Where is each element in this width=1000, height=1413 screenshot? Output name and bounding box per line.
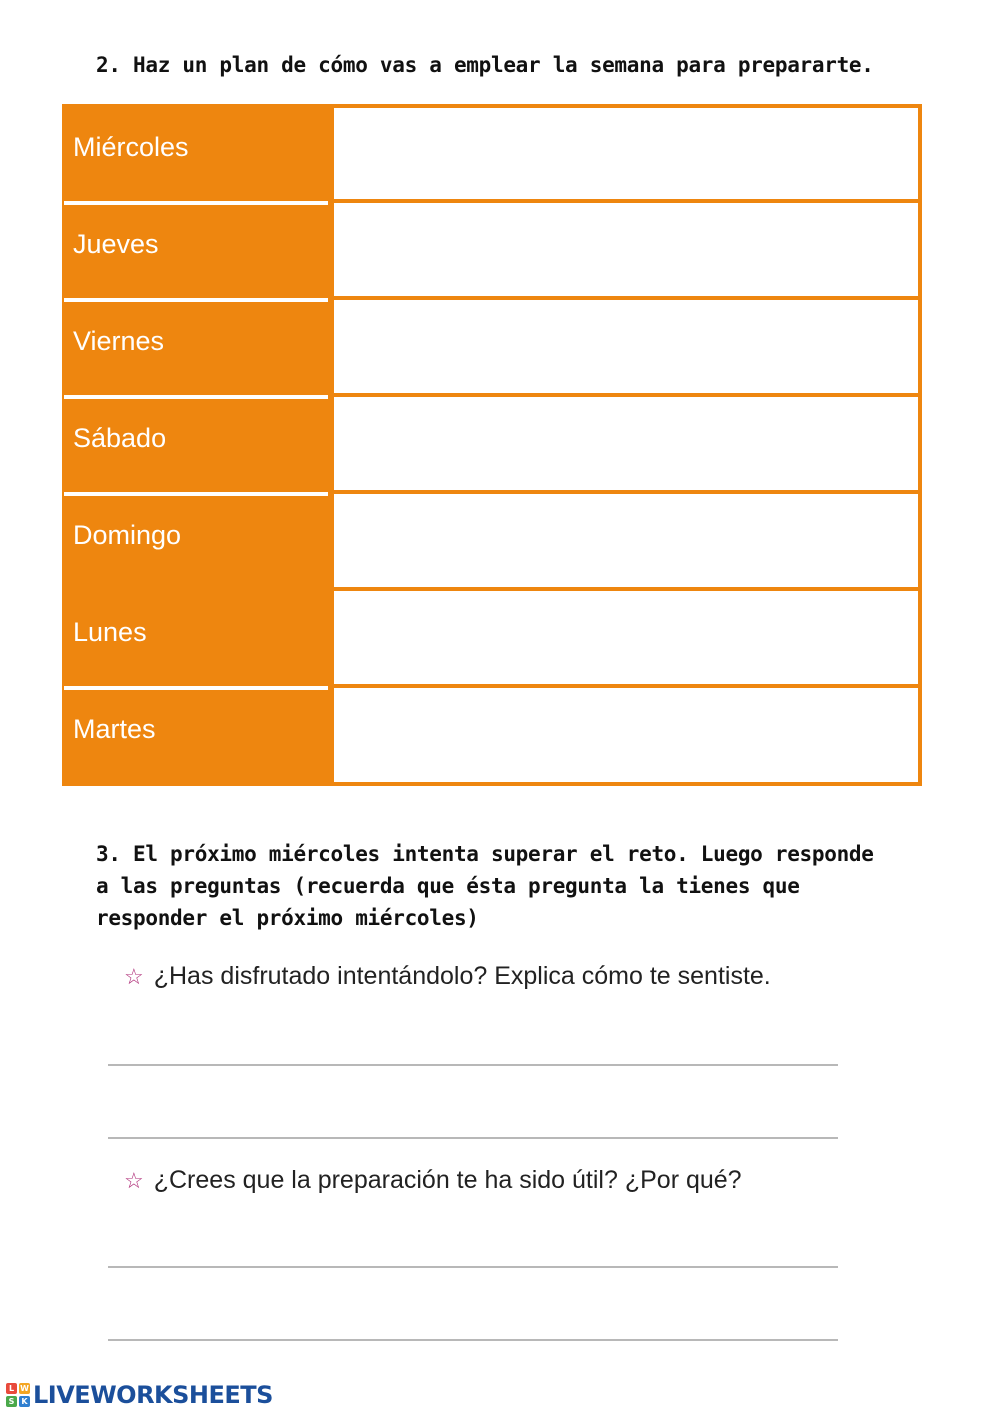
plan-answer-field[interactable] xyxy=(330,298,922,395)
day-label: Domingo xyxy=(62,492,330,589)
day-label: Sábado xyxy=(62,395,330,492)
answer-line[interactable] xyxy=(108,1064,838,1066)
question-1-text: ¿Has disfrutado intentándolo? Explica cómo te sentiste. xyxy=(153,962,771,990)
star-icon: ☆ xyxy=(124,1168,144,1193)
row-divider xyxy=(64,201,328,205)
plan-answer-field[interactable] xyxy=(330,589,922,686)
brand-name: LIVEWORKSHEETS xyxy=(33,1381,273,1409)
plan-row-domingo xyxy=(60,492,862,589)
question-2 xyxy=(124,1166,742,1195)
plan-row-miercoles xyxy=(60,104,862,201)
weekly-plan-table xyxy=(60,104,862,786)
instruction-section-3: 3. El próximo miércoles intenta superar el reto. Luego responde a las preguntas (recuerda que ésta pregunta la tienes que responder el próximo miércoles) xyxy=(96,842,874,930)
plan-answer-field[interactable] xyxy=(330,104,922,201)
plan-row-sabado xyxy=(60,395,862,492)
day-label: Jueves xyxy=(62,201,330,298)
answer-line[interactable] xyxy=(108,1339,838,1341)
day-label: Martes xyxy=(62,686,330,786)
plan-row-lunes xyxy=(60,589,862,686)
plan-answer-field[interactable] xyxy=(330,201,922,298)
plan-answer-field[interactable] xyxy=(330,492,922,589)
plan-answer-field[interactable] xyxy=(330,395,922,492)
plan-row-martes xyxy=(60,686,862,786)
liveworksheets-logo xyxy=(6,1380,273,1410)
row-divider xyxy=(64,298,328,302)
plan-row-jueves xyxy=(60,201,862,298)
star-icon: ☆ xyxy=(124,964,144,989)
answer-line[interactable] xyxy=(108,1266,838,1268)
day-label: Viernes xyxy=(62,298,330,395)
instruction-section-2: 2. Haz un plan de cómo vas a emplear la semana para prepararte. xyxy=(96,53,874,77)
row-divider xyxy=(64,395,328,399)
logo-grid-icon: L W S K xyxy=(6,1383,30,1407)
row-divider xyxy=(64,492,328,496)
question-1 xyxy=(124,962,771,991)
answer-line[interactable] xyxy=(108,1137,838,1139)
day-label: Lunes xyxy=(62,589,330,686)
question-2-text: ¿Crees que la preparación te ha sido útil? ¿Por qué? xyxy=(153,1166,742,1194)
plan-answer-field[interactable] xyxy=(330,686,922,786)
day-label: Miércoles xyxy=(62,104,330,201)
plan-row-viernes xyxy=(60,298,862,395)
row-divider xyxy=(64,686,328,690)
